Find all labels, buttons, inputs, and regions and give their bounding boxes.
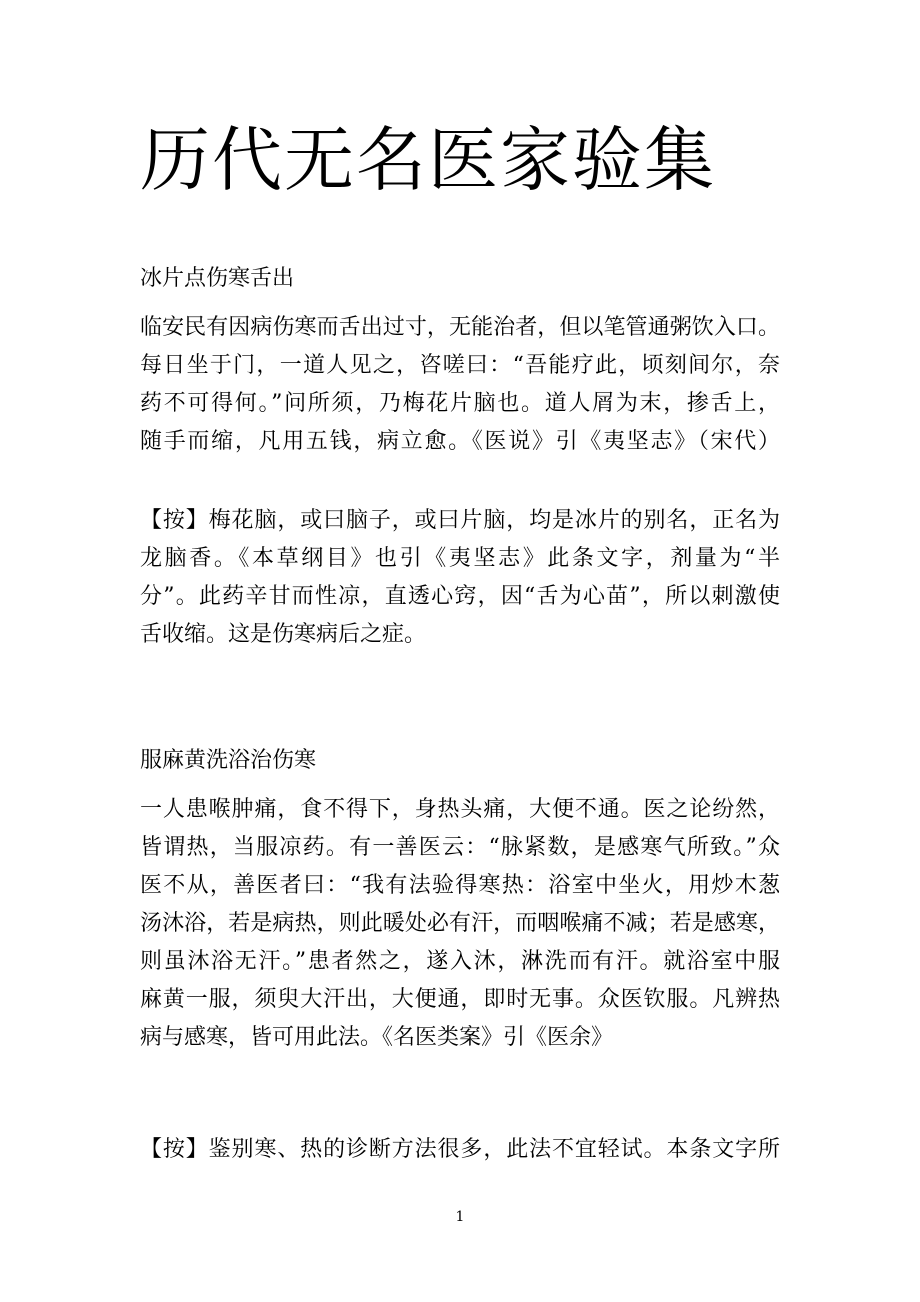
- paragraph-line: 【按】鉴别寒、热的诊断方法很多，此法不宜轻试。本条文字所: [140, 1137, 780, 1162]
- page-number: 1: [455, 1209, 465, 1225]
- paragraph-line: 分”。此药辛甘而性凉，直透心窍，因“舌为心苗”，所以刺激使: [140, 584, 780, 609]
- paragraph-line: 病与感寒，皆可用此法。《名医类案》引《医余》: [140, 1025, 614, 1050]
- paragraph-line: 麻黄一服，须臾大汗出，大便通，即时无事。众医钦服。凡辨热: [140, 987, 780, 1012]
- paragraph-line: 舌收缩。这是伤寒病后之症。: [140, 622, 427, 647]
- section-body-paragraph: [140, 791, 780, 1057]
- section-body-paragraph: [140, 309, 780, 461]
- paragraph-line: 皆谓热，当服凉药。有一善医云：“脉紧数，是感寒气所致。”众: [140, 835, 780, 860]
- paragraph-line: 一人患喉肿痛，食不得下，身热头痛，大便不通。医之论纷然，: [140, 797, 780, 822]
- paragraph-line: 每日坐于门，一道人见之，咨嗟曰：“吾能疗此，顷刻间尔，奈: [140, 353, 780, 378]
- annotation-note-paragraph: [140, 502, 780, 654]
- section-heading: 冰片点伤寒舌出: [140, 266, 295, 291]
- paragraph-line: 医不从，善医者曰：“我有法验得寒热：浴室中坐火，用炒木葱: [140, 873, 780, 898]
- document-title: 历代无名医家验集: [140, 119, 716, 201]
- section-heading: 服麻黄洗浴治伤寒: [140, 748, 317, 773]
- annotation-note-paragraph: [140, 1131, 780, 1169]
- paragraph-line: 汤沐浴，若是病热，则此暖处必有汗，而咽喉痛不减；若是感寒，: [140, 911, 780, 936]
- paragraph-line: 临安民有因病伤寒而舌出过寸，无能治者，但以笔管通粥饮入口。: [140, 315, 780, 340]
- paragraph-line: 龙脑香。《本草纲目》也引《夷坚志》此条文字，剂量为“半: [140, 546, 780, 571]
- paragraph-line: 随手而缩，凡用五钱，病立愈。《医说》引《夷坚志》（宋代）: [140, 429, 780, 454]
- paragraph-line: 则虽沐浴无汗。”患者然之，遂入沐，淋洗而有汗。就浴室中服: [140, 949, 780, 974]
- paragraph-line: 药不可得何。”问所须，乃梅花片脑也。道人屑为末，掺舌上，: [140, 391, 780, 416]
- paragraph-line: 【按】梅花脑，或曰脑子，或曰片脑，均是冰片的别名，正名为: [140, 508, 780, 533]
